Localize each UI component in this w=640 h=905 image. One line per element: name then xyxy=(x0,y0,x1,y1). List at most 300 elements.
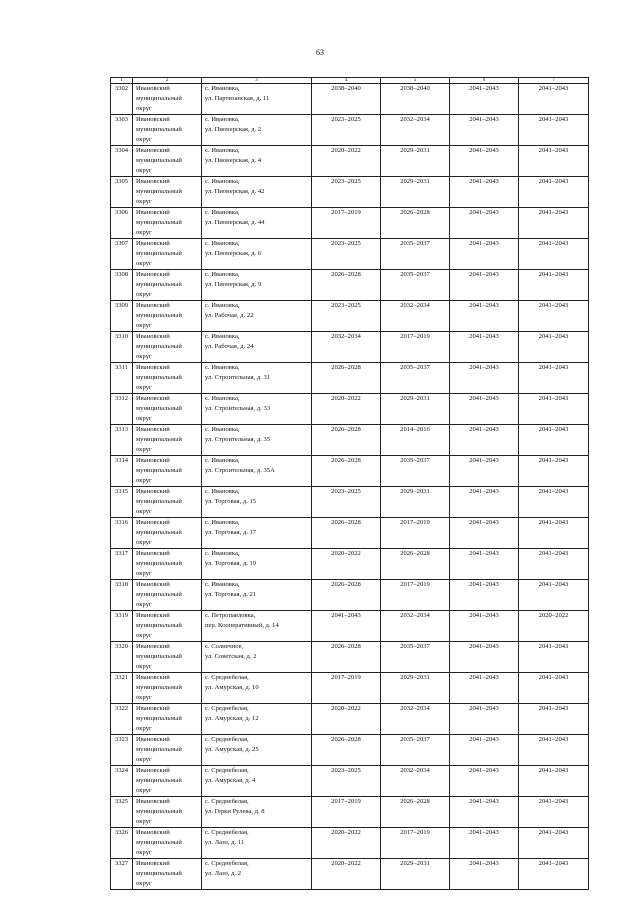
period-cell-c6: 2041–2043 xyxy=(450,332,519,363)
district-line: Ивановский xyxy=(136,519,170,526)
district-line: округ xyxy=(136,539,152,546)
period-cell-c5: 2017–2019 xyxy=(381,518,450,549)
district-line: муниципальный xyxy=(136,715,182,722)
district-line: Ивановский xyxy=(136,364,170,371)
address-cell xyxy=(202,425,312,456)
row-number: 3322 xyxy=(111,704,133,735)
address-line: с. Ивановка, xyxy=(205,488,240,495)
district-cell xyxy=(133,518,202,549)
column-number-4: 4 xyxy=(312,78,381,84)
table-row xyxy=(111,177,589,208)
district-line: Ивановский xyxy=(136,147,170,154)
period-cell-c6: 2041–2043 xyxy=(450,859,519,890)
district-line: Ивановский xyxy=(136,426,170,433)
address-line: с. Ивановка, xyxy=(205,147,240,154)
address-line: ул. Герки Рулева, д. 8 xyxy=(205,808,265,815)
district-cell xyxy=(133,859,202,890)
address-line: ул. Советская, д. 2 xyxy=(205,653,257,660)
district-line: Ивановский xyxy=(136,860,170,867)
district-line: муниципальный xyxy=(136,250,182,257)
district-line: округ xyxy=(136,725,152,732)
period-cell-c7: 2041–2043 xyxy=(519,208,589,239)
address-line: с. Среднебелая, xyxy=(205,674,249,681)
row-number: 3312 xyxy=(111,394,133,425)
district-line: Ивановский xyxy=(136,116,170,123)
row-number: 3311 xyxy=(111,363,133,394)
district-line: округ xyxy=(136,756,152,763)
address-cell xyxy=(202,146,312,177)
district-line: Ивановский xyxy=(136,612,170,619)
district-line: Ивановский xyxy=(136,240,170,247)
address-cell xyxy=(202,735,312,766)
district-line: муниципальный xyxy=(136,622,182,629)
address-cell xyxy=(202,239,312,270)
address-cell xyxy=(202,394,312,425)
period-cell-c5: 2035–2037 xyxy=(381,735,450,766)
district-cell xyxy=(133,456,202,487)
address-cell xyxy=(202,673,312,704)
address-cell xyxy=(202,580,312,611)
table-row xyxy=(111,735,589,766)
period-cell-c5: 2032–2034 xyxy=(381,611,450,642)
address-cell xyxy=(202,611,312,642)
address-cell xyxy=(202,549,312,580)
column-number-3: 3 xyxy=(202,78,312,84)
period-cell-c5: 2029–2031 xyxy=(381,177,450,208)
table-row xyxy=(111,549,589,580)
district-line: Ивановский xyxy=(136,85,170,92)
period-cell-c4: 2020–2022 xyxy=(312,828,381,859)
period-cell-c4: 2026–2028 xyxy=(312,270,381,301)
table-body xyxy=(111,84,589,890)
period-cell-c4: 2026–2028 xyxy=(312,580,381,611)
period-cell-c7: 2041–2043 xyxy=(519,735,589,766)
address-line: ул. Пионерская, д. 9 xyxy=(205,281,262,288)
district-line: округ xyxy=(136,663,152,670)
district-cell xyxy=(133,84,202,115)
district-line: Ивановский xyxy=(136,271,170,278)
district-line: округ xyxy=(136,787,152,794)
period-cell-c5: 2035–2037 xyxy=(381,456,450,487)
district-cell xyxy=(133,115,202,146)
address-cell xyxy=(202,363,312,394)
period-cell-c4: 2038–2040 xyxy=(312,84,381,115)
district-line: муниципальный xyxy=(136,839,182,846)
district-line: Ивановский xyxy=(136,581,170,588)
row-number: 3310 xyxy=(111,332,133,363)
address-line: ул. Амурская, д. 10 xyxy=(205,684,259,691)
address-cell xyxy=(202,642,312,673)
period-cell-c7: 2041–2043 xyxy=(519,518,589,549)
table-row xyxy=(111,518,589,549)
period-cell-c5: 2032–2034 xyxy=(381,704,450,735)
address-line: ул. Амурская, д. 25 xyxy=(205,746,259,753)
row-number: 3309 xyxy=(111,301,133,332)
period-cell-c4: 2017–2019 xyxy=(312,208,381,239)
row-number: 3302 xyxy=(111,84,133,115)
address-line: ул. Рабочая, д. 24 xyxy=(205,343,254,350)
address-line: с. Солнечное, xyxy=(205,643,244,650)
period-cell-c5: 2026–2028 xyxy=(381,208,450,239)
period-cell-c6: 2041–2043 xyxy=(450,828,519,859)
table-row xyxy=(111,208,589,239)
period-cell-c6: 2041–2043 xyxy=(450,239,519,270)
table-row xyxy=(111,270,589,301)
address-line: с. Среднебелая, xyxy=(205,736,249,743)
period-cell-c4: 2023–2025 xyxy=(312,239,381,270)
district-line: Ивановский xyxy=(136,209,170,216)
district-line: Ивановский xyxy=(136,798,170,805)
address-line: ул. Амурская, д. 4 xyxy=(205,777,256,784)
address-line: с. Ивановка, xyxy=(205,271,240,278)
table-row xyxy=(111,456,589,487)
row-number: 3313 xyxy=(111,425,133,456)
address-line: ул. Торговая, д. 19 xyxy=(205,560,257,567)
district-line: округ xyxy=(136,136,152,143)
address-line: с. Среднебелая, xyxy=(205,829,249,836)
row-number: 3316 xyxy=(111,518,133,549)
period-cell-c4: 2020–2022 xyxy=(312,549,381,580)
address-line: с. Ивановка, xyxy=(205,116,240,123)
address-line: ул. Пионерская, д. 4 xyxy=(205,157,262,164)
row-number: 3318 xyxy=(111,580,133,611)
period-cell-c5: 2035–2037 xyxy=(381,363,450,394)
address-line: ул. Пионерская, д. 42 xyxy=(205,188,265,195)
period-cell-c4: 2020–2022 xyxy=(312,704,381,735)
period-cell-c4: 2026–2028 xyxy=(312,363,381,394)
period-cell-c6: 2041–2043 xyxy=(450,735,519,766)
period-cell-c5: 2017–2019 xyxy=(381,332,450,363)
address-line: ул. Торговая, д. 21 xyxy=(205,591,257,598)
district-line: муниципальный xyxy=(136,870,182,877)
district-line: округ xyxy=(136,384,152,391)
table-row xyxy=(111,859,589,890)
district-line: Ивановский xyxy=(136,674,170,681)
address-line: с. Ивановка, xyxy=(205,209,240,216)
district-line: муниципальный xyxy=(136,374,182,381)
district-line: муниципальный xyxy=(136,653,182,660)
district-line: Ивановский xyxy=(136,550,170,557)
table-row xyxy=(111,797,589,828)
district-line: муниципальный xyxy=(136,560,182,567)
address-cell xyxy=(202,115,312,146)
table-row xyxy=(111,580,589,611)
table-row xyxy=(111,828,589,859)
period-cell-c6: 2041–2043 xyxy=(450,208,519,239)
period-cell-c4: 2017–2019 xyxy=(312,797,381,828)
row-number: 3314 xyxy=(111,456,133,487)
address-line: с. Ивановка, xyxy=(205,457,240,464)
period-cell-c6: 2041–2043 xyxy=(450,177,519,208)
address-cell xyxy=(202,177,312,208)
table-row xyxy=(111,425,589,456)
address-line: с. Среднебелая, xyxy=(205,767,249,774)
period-cell-c6: 2041–2043 xyxy=(450,518,519,549)
table-row xyxy=(111,487,589,518)
period-cell-c5: 2026–2028 xyxy=(381,549,450,580)
period-cell-c7: 2041–2043 xyxy=(519,115,589,146)
district-line: округ xyxy=(136,105,152,112)
period-cell-c7: 2020–2022 xyxy=(519,611,589,642)
table-row xyxy=(111,642,589,673)
period-cell-c4: 2023–2025 xyxy=(312,766,381,797)
period-cell-c4: 2023–2025 xyxy=(312,487,381,518)
district-line: муниципальный xyxy=(136,591,182,598)
column-number-1: 1 xyxy=(111,78,133,84)
period-cell-c7: 2041–2043 xyxy=(519,766,589,797)
district-line: муниципальный xyxy=(136,436,182,443)
row-number: 3306 xyxy=(111,208,133,239)
address-cell xyxy=(202,456,312,487)
period-cell-c7: 2041–2043 xyxy=(519,84,589,115)
period-cell-c4: 2023–2025 xyxy=(312,301,381,332)
period-cell-c7: 2041–2043 xyxy=(519,456,589,487)
period-cell-c7: 2041–2043 xyxy=(519,239,589,270)
address-cell xyxy=(202,518,312,549)
address-cell xyxy=(202,208,312,239)
address-cell xyxy=(202,704,312,735)
address-line: ул. Строительная, д. 33 xyxy=(205,405,271,412)
period-cell-c7: 2041–2043 xyxy=(519,859,589,890)
district-cell xyxy=(133,363,202,394)
period-cell-c6: 2041–2043 xyxy=(450,425,519,456)
district-line: Ивановский xyxy=(136,488,170,495)
table-row xyxy=(111,611,589,642)
period-cell-c6: 2041–2043 xyxy=(450,797,519,828)
row-number: 3325 xyxy=(111,797,133,828)
registry-table xyxy=(110,77,589,890)
period-cell-c6: 2041–2043 xyxy=(450,456,519,487)
period-cell-c7: 2041–2043 xyxy=(519,580,589,611)
row-number: 3319 xyxy=(111,611,133,642)
period-cell-c4: 2026–2028 xyxy=(312,642,381,673)
period-cell-c5: 2014–2016 xyxy=(381,425,450,456)
address-line: с. Ивановка, xyxy=(205,178,240,185)
address-line: пер. Кооперативный, д. 14 xyxy=(205,622,279,629)
row-number: 3323 xyxy=(111,735,133,766)
table-row xyxy=(111,301,589,332)
district-line: муниципальный xyxy=(136,95,182,102)
district-cell xyxy=(133,394,202,425)
address-line: с. Ивановка, xyxy=(205,426,240,433)
district-line: муниципальный xyxy=(136,498,182,505)
district-cell xyxy=(133,146,202,177)
district-line: Ивановский xyxy=(136,736,170,743)
address-line: ул. Лазо, д. 11 xyxy=(205,839,245,846)
district-line: округ xyxy=(136,322,152,329)
address-cell xyxy=(202,84,312,115)
period-cell-c5: 2029–2031 xyxy=(381,487,450,518)
period-cell-c7: 2041–2043 xyxy=(519,146,589,177)
period-cell-c5: 2035–2037 xyxy=(381,270,450,301)
address-line: ул. Торговая, д. 17 xyxy=(205,529,257,536)
address-line: ул. Пионерская, д. 6 xyxy=(205,250,262,257)
period-cell-c5: 2029–2031 xyxy=(381,859,450,890)
table-row xyxy=(111,394,589,425)
district-line: муниципальный xyxy=(136,312,182,319)
period-cell-c7: 2041–2043 xyxy=(519,363,589,394)
period-cell-c4: 2020–2022 xyxy=(312,394,381,425)
table-row xyxy=(111,84,589,115)
district-cell xyxy=(133,673,202,704)
district-line: округ xyxy=(136,198,152,205)
period-cell-c4: 2026–2028 xyxy=(312,518,381,549)
district-line: муниципальный xyxy=(136,467,182,474)
address-line: ул. Лазо, д. 2 xyxy=(205,870,242,877)
address-line: с. Петропавловка, xyxy=(205,612,256,619)
address-cell xyxy=(202,766,312,797)
period-cell-c7: 2041–2043 xyxy=(519,673,589,704)
period-cell-c7: 2041–2043 xyxy=(519,177,589,208)
period-cell-c7: 2041–2043 xyxy=(519,704,589,735)
period-cell-c4: 2026–2028 xyxy=(312,735,381,766)
district-line: муниципальный xyxy=(136,684,182,691)
row-number: 3305 xyxy=(111,177,133,208)
period-cell-c6: 2041–2043 xyxy=(450,611,519,642)
district-line: Ивановский xyxy=(136,767,170,774)
column-number-7: 7 xyxy=(519,78,589,84)
address-line: с. Среднебелая, xyxy=(205,705,249,712)
district-cell xyxy=(133,425,202,456)
district-cell xyxy=(133,797,202,828)
district-cell xyxy=(133,828,202,859)
address-line: ул. Торговая, д. 15 xyxy=(205,498,257,505)
district-cell xyxy=(133,177,202,208)
period-cell-c6: 2041–2043 xyxy=(450,363,519,394)
column-number-2: 2 xyxy=(133,78,202,84)
district-cell xyxy=(133,270,202,301)
period-cell-c6: 2041–2043 xyxy=(450,115,519,146)
district-line: округ xyxy=(136,508,152,515)
period-cell-c4: 2026–2028 xyxy=(312,456,381,487)
period-cell-c6: 2041–2043 xyxy=(450,580,519,611)
address-line: ул. Строительная, д. 31 xyxy=(205,374,271,381)
row-number: 3315 xyxy=(111,487,133,518)
period-cell-c4: 2020–2022 xyxy=(312,146,381,177)
district-line: округ xyxy=(136,601,152,608)
row-number: 3320 xyxy=(111,642,133,673)
period-cell-c5: 2032–2034 xyxy=(381,766,450,797)
address-line: ул. Строительная, д. 35 xyxy=(205,436,271,443)
period-cell-c5: 2032–2034 xyxy=(381,115,450,146)
address-line: ул. Пионерская, д. 44 xyxy=(205,219,265,226)
period-cell-c7: 2041–2043 xyxy=(519,797,589,828)
row-number: 3327 xyxy=(111,859,133,890)
district-cell xyxy=(133,766,202,797)
district-line: Ивановский xyxy=(136,643,170,650)
period-cell-c7: 2041–2043 xyxy=(519,642,589,673)
district-line: Ивановский xyxy=(136,395,170,402)
district-line: Ивановский xyxy=(136,705,170,712)
district-line: округ xyxy=(136,167,152,174)
period-cell-c6: 2041–2043 xyxy=(450,301,519,332)
district-cell xyxy=(133,580,202,611)
period-cell-c5: 2029–2031 xyxy=(381,394,450,425)
district-line: округ xyxy=(136,570,152,577)
district-line: округ xyxy=(136,632,152,639)
district-cell xyxy=(133,642,202,673)
address-cell xyxy=(202,797,312,828)
address-line: с. Ивановка, xyxy=(205,364,240,371)
address-line: с. Среднебелая, xyxy=(205,798,249,805)
address-line: ул. Амурская, д. 12 xyxy=(205,715,259,722)
district-line: округ xyxy=(136,415,152,422)
period-cell-c5: 2032–2034 xyxy=(381,301,450,332)
district-line: муниципальный xyxy=(136,281,182,288)
address-line: с. Ивановка, xyxy=(205,395,240,402)
address-line: с. Ивановка, xyxy=(205,302,240,309)
period-cell-c4: 2041–2043 xyxy=(312,611,381,642)
period-cell-c6: 2041–2043 xyxy=(450,673,519,704)
table-row xyxy=(111,146,589,177)
address-line: с. Ивановка, xyxy=(205,85,240,92)
district-line: муниципальный xyxy=(136,188,182,195)
table-row xyxy=(111,766,589,797)
district-cell xyxy=(133,704,202,735)
period-cell-c4: 2020–2022 xyxy=(312,859,381,890)
district-cell xyxy=(133,735,202,766)
district-line: округ xyxy=(136,446,152,453)
period-cell-c5: 2017–2019 xyxy=(381,580,450,611)
address-line: с. Ивановка, xyxy=(205,550,240,557)
period-cell-c6: 2041–2043 xyxy=(450,704,519,735)
table-row xyxy=(111,115,589,146)
period-cell-c6: 2041–2043 xyxy=(450,642,519,673)
address-line: с. Ивановка, xyxy=(205,240,240,247)
row-number: 3308 xyxy=(111,270,133,301)
district-line: муниципальный xyxy=(136,529,182,536)
address-cell xyxy=(202,332,312,363)
table-row xyxy=(111,332,589,363)
address-line: с. Ивановка, xyxy=(205,333,240,340)
period-cell-c6: 2041–2043 xyxy=(450,766,519,797)
period-cell-c4: 2017–2019 xyxy=(312,673,381,704)
period-cell-c7: 2041–2043 xyxy=(519,332,589,363)
district-cell xyxy=(133,332,202,363)
row-number: 3324 xyxy=(111,766,133,797)
period-cell-c7: 2041–2043 xyxy=(519,301,589,332)
period-cell-c4: 2032–2034 xyxy=(312,332,381,363)
district-line: Ивановский xyxy=(136,178,170,185)
district-cell xyxy=(133,239,202,270)
address-line: с. Ивановка, xyxy=(205,581,240,588)
column-number-5: 5 xyxy=(381,78,450,84)
period-cell-c7: 2041–2043 xyxy=(519,425,589,456)
address-line: ул. Партизанская, д. 11 xyxy=(205,95,270,102)
table-row xyxy=(111,363,589,394)
period-cell-c5: 2029–2031 xyxy=(381,146,450,177)
address-cell xyxy=(202,270,312,301)
column-number-6: 6 xyxy=(450,78,519,84)
period-cell-c6: 2041–2043 xyxy=(450,487,519,518)
district-line: муниципальный xyxy=(136,405,182,412)
row-number: 3321 xyxy=(111,673,133,704)
period-cell-c7: 2041–2043 xyxy=(519,487,589,518)
district-line: Ивановский xyxy=(136,302,170,309)
district-line: муниципальный xyxy=(136,746,182,753)
period-cell-c7: 2041–2043 xyxy=(519,394,589,425)
district-cell xyxy=(133,208,202,239)
district-line: муниципальный xyxy=(136,343,182,350)
district-line: округ xyxy=(136,353,152,360)
district-line: муниципальный xyxy=(136,126,182,133)
address-line: ул. Рабочая, д. 22 xyxy=(205,312,254,319)
district-cell xyxy=(133,611,202,642)
row-number: 3317 xyxy=(111,549,133,580)
district-line: муниципальный xyxy=(136,777,182,784)
district-line: муниципальный xyxy=(136,157,182,164)
period-cell-c5: 2017–2019 xyxy=(381,828,450,859)
